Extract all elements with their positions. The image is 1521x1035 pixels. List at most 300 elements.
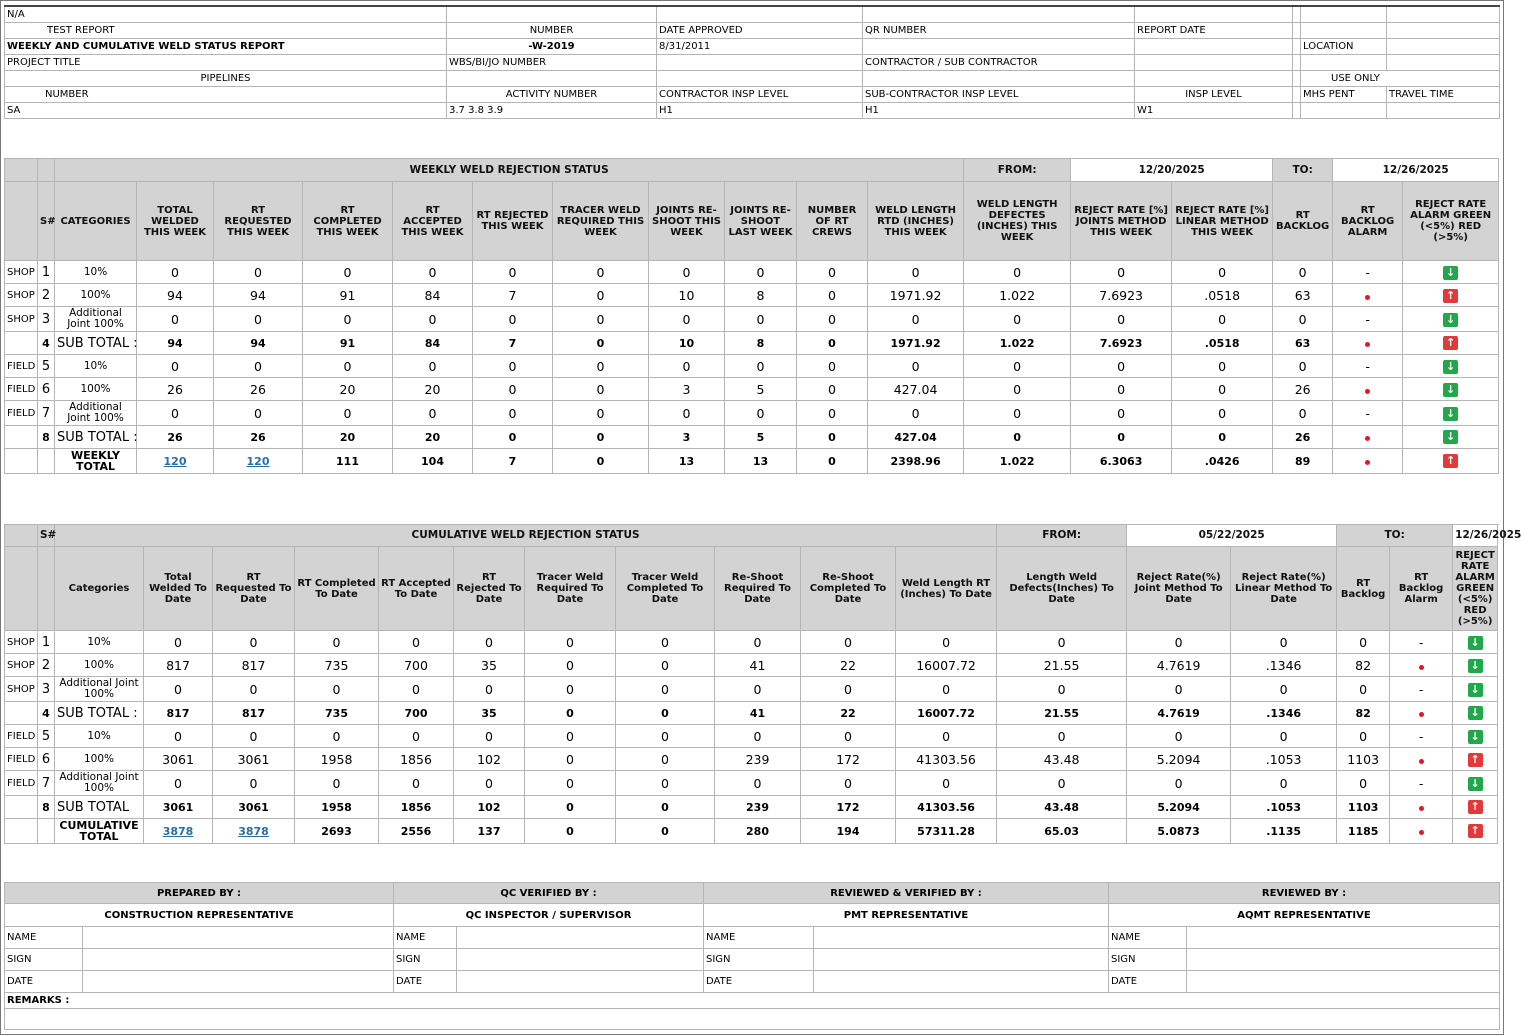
- value-cell: 6.3063: [1071, 449, 1172, 474]
- cumulative-to-value: 12/26/2025: [1453, 525, 1498, 547]
- value-cell: 0: [214, 307, 303, 332]
- value-cell: 0: [616, 677, 715, 702]
- project-title-label: PROJECT TITLE: [5, 54, 447, 70]
- value-cell: 427.04: [868, 378, 964, 401]
- wbs-label: WBS/BI/JO NUMBER: [447, 54, 657, 70]
- value-cell: 7.6923: [1071, 284, 1172, 307]
- reject-rate-alarm-cell: [1453, 796, 1498, 819]
- area-cell: SHOP: [5, 677, 38, 702]
- value-cell: 0: [964, 401, 1071, 426]
- value-cell: 2398.96: [868, 449, 964, 474]
- category-cell: 100%: [55, 654, 144, 677]
- value-cell: 0: [997, 677, 1127, 702]
- reject-rate-alarm-cell: [1403, 284, 1499, 307]
- area-cell: SHOP: [5, 284, 38, 307]
- value-cell: 0: [868, 261, 964, 284]
- value-cell: 0: [1172, 401, 1273, 426]
- test-report-label: TEST REPORT: [5, 22, 447, 38]
- value-cell: 280: [715, 819, 801, 844]
- value-cell: 0: [1127, 771, 1231, 796]
- value-cell: 0: [1273, 307, 1333, 332]
- date-field[interactable]: [457, 971, 704, 993]
- aqmt-rep-role: AQMT REPRESENTATIVE: [1109, 904, 1500, 927]
- value-cell: 0: [896, 725, 997, 748]
- value-cell: 0: [616, 771, 715, 796]
- value-cell: 63: [1273, 332, 1333, 355]
- value-cell: 8: [725, 332, 797, 355]
- value-cell: 0: [137, 261, 214, 284]
- value-cell: 104: [393, 449, 473, 474]
- value-cell: 26: [1273, 378, 1333, 401]
- value-cell: 0: [1337, 725, 1390, 748]
- column-header: RT Requested To Date: [213, 547, 295, 631]
- value-cell: 8: [725, 284, 797, 307]
- value-cell: 21.55: [997, 702, 1127, 725]
- column-header: RT REQUESTED THIS WEEK: [214, 182, 303, 261]
- green-down-arrow-icon: ↓: [1468, 636, 1483, 650]
- value-cell: 0: [214, 355, 303, 378]
- red-up-arrow-icon: ↑: [1443, 336, 1458, 350]
- table-row: [5, 307, 1499, 332]
- subtotal-label: SUB TOTAL: [55, 796, 144, 819]
- category-cell: Additional Joint 100%: [55, 771, 144, 796]
- value-cell: 13: [649, 449, 725, 474]
- date-field[interactable]: [83, 971, 394, 993]
- value-cell: 35: [454, 654, 525, 677]
- value-cell: 0: [525, 725, 616, 748]
- insp-level-label: INSP LEVEL: [1135, 86, 1293, 102]
- value-cell: 735: [295, 654, 379, 677]
- backlog-alarm-cell: [1333, 261, 1403, 284]
- value-cell: 0: [454, 677, 525, 702]
- category-cell: 100%: [55, 284, 137, 307]
- sa-value: SA: [5, 102, 447, 118]
- column-header: REJECT RATE [%] JOINTS METHOD THIS WEEK: [1071, 182, 1172, 261]
- value-cell: 0: [715, 725, 801, 748]
- value-cell: 0: [473, 355, 553, 378]
- category-cell: Additional Joint 100%: [55, 307, 137, 332]
- area-cell: SHOP: [5, 261, 38, 284]
- green-down-arrow-icon: ↓: [1443, 407, 1458, 421]
- value-cell: 5: [725, 378, 797, 401]
- value-cell: 0: [649, 307, 725, 332]
- value-cell: 0: [473, 261, 553, 284]
- value-cell: 0: [797, 355, 868, 378]
- area-cell: [5, 449, 38, 474]
- area-header: [5, 547, 38, 631]
- reject-rate-alarm-cell: [1453, 748, 1498, 771]
- value-cell: 7: [473, 449, 553, 474]
- date-label: DATE: [1109, 971, 1187, 993]
- backlog-alarm-cell: [1333, 426, 1403, 449]
- column-header: NUMBER OF RT CREWS: [797, 182, 868, 261]
- area-cell: [5, 819, 38, 844]
- name-label: NAME: [704, 927, 814, 949]
- value-cell: 0: [616, 748, 715, 771]
- value-cell: 172: [801, 796, 896, 819]
- value-cell: 0: [379, 725, 454, 748]
- value-cell: .0518: [1172, 332, 1273, 355]
- value-cell: 172: [801, 748, 896, 771]
- value-cell: 817: [213, 654, 295, 677]
- value-cell: 1.022: [964, 332, 1071, 355]
- column-header: RT BACKLOG ALARM: [1333, 182, 1403, 261]
- total-label: CUMULATIVE TOTAL: [55, 819, 144, 844]
- value-cell: 1.022: [964, 284, 1071, 307]
- total-label: WEEKLY TOTAL: [55, 449, 137, 474]
- value-cell: 0: [553, 449, 649, 474]
- sign-label: SIGN: [704, 949, 814, 971]
- area-cell: [5, 332, 38, 355]
- value-cell: 0: [553, 401, 649, 426]
- value-cell: 0: [1337, 771, 1390, 796]
- area-cell: SHOP: [5, 307, 38, 332]
- column-header: RT BACKLOG: [1273, 182, 1333, 261]
- area-cell: SHOP: [5, 654, 38, 677]
- value-cell: 0: [616, 725, 715, 748]
- column-header: JOINTS RE-SHOOT LAST WEEK: [725, 182, 797, 261]
- table-row: [5, 702, 1498, 725]
- report-title: WEEKLY AND CUMULATIVE WELD STATUS REPORT: [5, 38, 447, 54]
- dash-icon: -: [1365, 406, 1370, 421]
- dash-icon: -: [1365, 265, 1370, 280]
- value-cell: 0: [616, 631, 715, 654]
- value-cell: 0: [797, 284, 868, 307]
- value-cell: 1856: [379, 796, 454, 819]
- value-cell: .1346: [1231, 654, 1337, 677]
- red-up-arrow-icon: ↑: [1443, 289, 1458, 303]
- backlog-alarm-cell: [1390, 677, 1453, 702]
- value-cell: 20: [393, 426, 473, 449]
- value-cell: 0: [1273, 355, 1333, 378]
- value-cell: 3: [649, 378, 725, 401]
- cumulative-from-label: FROM:: [997, 525, 1127, 547]
- weekly-to-label: TO:: [1273, 159, 1333, 182]
- value-cell: 0: [295, 631, 379, 654]
- value-cell: 0: [1071, 261, 1172, 284]
- value-cell: 0: [1127, 725, 1231, 748]
- table-row: [5, 378, 1499, 401]
- backlog-alarm-cell: [1333, 284, 1403, 307]
- table-row: [5, 261, 1499, 284]
- sign-field[interactable]: [457, 949, 704, 971]
- sn-cell: 8: [38, 796, 55, 819]
- value-cell: 0: [801, 677, 896, 702]
- value-cell: 0: [454, 631, 525, 654]
- value-cell: 20: [393, 378, 473, 401]
- column-header: RT Completed To Date: [295, 547, 379, 631]
- value-cell: 0: [1172, 378, 1273, 401]
- reviewed-by-header: REVIEWED BY :: [1109, 883, 1500, 904]
- reject-rate-alarm-cell: [1403, 261, 1499, 284]
- sn-cell: [38, 449, 55, 474]
- red-dot-icon: [1365, 295, 1370, 300]
- backlog-alarm-cell: [1390, 819, 1453, 844]
- construction-rep-role: CONSTRUCTION REPRESENTATIVE: [5, 904, 394, 927]
- value-cell: 0: [1127, 631, 1231, 654]
- sign-field[interactable]: [1187, 949, 1500, 971]
- qc-inspector-role: QC INSPECTOR / SUPERVISOR: [394, 904, 704, 927]
- green-down-arrow-icon: ↓: [1468, 683, 1483, 697]
- area-cell: FIELD: [5, 725, 38, 748]
- value-cell: 0: [525, 771, 616, 796]
- value-cell: 1103: [1337, 796, 1390, 819]
- total-link[interactable]: 120: [137, 449, 214, 474]
- weekly-weld-rejection-table: [4, 158, 1499, 474]
- category-cell: 10%: [55, 355, 137, 378]
- value-cell: 35: [454, 702, 525, 725]
- value-cell: 0: [553, 307, 649, 332]
- sn-cell: 5: [38, 355, 55, 378]
- column-header: RT COMPLETED THIS WEEK: [303, 182, 393, 261]
- value-cell: 5.2094: [1127, 796, 1231, 819]
- qr-number-label: QR NUMBER: [863, 22, 1135, 38]
- subtotal-label: SUB TOTAL :: [55, 702, 144, 725]
- area-cell: [5, 426, 38, 449]
- value-cell: 5.2094: [1127, 748, 1231, 771]
- value-cell: 0: [1071, 401, 1172, 426]
- value-cell: 5: [725, 426, 797, 449]
- value-cell: 0: [801, 725, 896, 748]
- total-link[interactable]: 120: [214, 449, 303, 474]
- area-cell: [5, 796, 38, 819]
- cumulative-title: CUMULATIVE WELD REJECTION STATUS: [55, 525, 997, 547]
- column-header: REJECT RATE [%] LINEAR METHOD THIS WEEK: [1172, 182, 1273, 261]
- column-header: RT Backlog Alarm: [1390, 547, 1453, 631]
- value-cell: 0: [454, 725, 525, 748]
- value-cell: .0518: [1172, 284, 1273, 307]
- value-cell: 0: [896, 771, 997, 796]
- value-cell: 0: [525, 819, 616, 844]
- name-field[interactable]: [83, 927, 394, 949]
- area-cell: SHOP: [5, 631, 38, 654]
- value-cell: 26: [214, 426, 303, 449]
- value-cell: 13: [725, 449, 797, 474]
- value-cell: .1135: [1231, 819, 1337, 844]
- reject-rate-alarm-cell: [1403, 449, 1499, 474]
- red-up-arrow-icon: ↑: [1468, 753, 1483, 767]
- sn-cell: 2: [38, 284, 55, 307]
- value-cell: 43.48: [997, 748, 1127, 771]
- value-cell: 0: [525, 702, 616, 725]
- value-cell: 41: [715, 702, 801, 725]
- value-cell: 82: [1337, 654, 1390, 677]
- value-cell: 22: [801, 702, 896, 725]
- backlog-alarm-cell: [1390, 725, 1453, 748]
- value-cell: 0: [801, 631, 896, 654]
- sn-blank-header: [38, 547, 55, 631]
- value-cell: 239: [715, 796, 801, 819]
- column-header: Length Weld Defects(Inches) To Date: [997, 547, 1127, 631]
- column-header: CATEGORIES: [55, 182, 137, 261]
- value-cell: 0: [1127, 677, 1231, 702]
- value-cell: 0: [649, 355, 725, 378]
- sn-cell: 7: [38, 401, 55, 426]
- sn-header: S#: [38, 525, 55, 547]
- name-field[interactable]: [1187, 927, 1500, 949]
- value-cell: 0: [295, 771, 379, 796]
- value-cell: 0: [725, 401, 797, 426]
- remarks-label: REMARKS :: [5, 993, 1500, 1009]
- value-cell: 0: [214, 401, 303, 426]
- column-header: Weld Length RT (Inches) To Date: [896, 547, 997, 631]
- value-cell: 0: [616, 796, 715, 819]
- value-cell: 94: [137, 332, 214, 355]
- value-cell: .0426: [1172, 449, 1273, 474]
- subcontractor-insp-label: SUB-CONTRACTOR INSP LEVEL: [863, 86, 1135, 102]
- contractor-insp-label: CONTRACTOR INSP LEVEL: [657, 86, 863, 102]
- date-approved-value: 8/31/2011: [657, 38, 863, 54]
- value-cell: 0: [393, 355, 473, 378]
- reject-rate-alarm-cell: [1453, 771, 1498, 796]
- red-up-arrow-icon: ↑: [1443, 454, 1458, 468]
- value-cell: 0: [1231, 771, 1337, 796]
- value-cell: 0: [1231, 725, 1337, 748]
- number-value: -W-2019: [447, 38, 657, 54]
- reject-rate-alarm-cell: [1403, 378, 1499, 401]
- value-cell: 22: [801, 654, 896, 677]
- name-label: NAME: [394, 927, 457, 949]
- value-cell: 735: [295, 702, 379, 725]
- value-cell: 0: [616, 654, 715, 677]
- report-header: [4, 5, 1500, 119]
- value-cell: 0: [473, 426, 553, 449]
- value-cell: 0: [797, 332, 868, 355]
- value-cell: 102: [454, 796, 525, 819]
- weekly-from-value: 12/20/2025: [1071, 159, 1273, 182]
- value-cell: 0: [393, 261, 473, 284]
- dash-icon: -: [1365, 359, 1370, 374]
- column-header: JOINTS RE-SHOOT THIS WEEK: [649, 182, 725, 261]
- value-cell: 0: [964, 426, 1071, 449]
- value-cell: 2693: [295, 819, 379, 844]
- value-cell: 10: [649, 284, 725, 307]
- value-cell: 94: [214, 284, 303, 307]
- value-cell: 63: [1273, 284, 1333, 307]
- weekly-title: WEEKLY WELD REJECTION STATUS: [55, 159, 964, 182]
- value-cell: 0: [868, 355, 964, 378]
- value-cell: 239: [715, 748, 801, 771]
- green-down-arrow-icon: ↓: [1468, 777, 1483, 791]
- red-up-arrow-icon: ↑: [1468, 824, 1483, 838]
- value-cell: 0: [213, 677, 295, 702]
- total-row: [5, 819, 1498, 844]
- sign-field[interactable]: [814, 949, 1109, 971]
- report-date-label: REPORT DATE: [1135, 22, 1293, 38]
- cumulative-weld-rejection-table: [4, 524, 1521, 844]
- value-cell: 817: [144, 702, 213, 725]
- value-cell: 91: [303, 284, 393, 307]
- reject-rate-alarm-cell: [1403, 307, 1499, 332]
- value-cell: 41303.56: [896, 796, 997, 819]
- sn-cell: 5: [38, 725, 55, 748]
- value-cell: 0: [525, 631, 616, 654]
- date-label: DATE: [5, 971, 83, 993]
- reject-rate-alarm-cell: [1453, 677, 1498, 702]
- red-dot-icon: [1365, 436, 1370, 441]
- name-field[interactable]: [814, 927, 1109, 949]
- backlog-alarm-cell: [1390, 796, 1453, 819]
- sn-cell: 8: [38, 426, 55, 449]
- red-dot-icon: [1419, 665, 1424, 670]
- value-cell: 3: [649, 426, 725, 449]
- date-field[interactable]: [814, 971, 1109, 993]
- column-header: WELD LENGTH RTD (INCHES) THIS WEEK: [868, 182, 964, 261]
- sign-label: SIGN: [394, 949, 457, 971]
- sign-field[interactable]: [83, 949, 394, 971]
- column-header: Re-Shoot Completed To Date: [801, 547, 896, 631]
- value-cell: 0: [868, 307, 964, 332]
- value-cell: 111: [303, 449, 393, 474]
- date-label: DATE: [704, 971, 814, 993]
- activity-number-label: ACTIVITY NUMBER: [447, 86, 657, 102]
- sn-cell: 4: [38, 702, 55, 725]
- value-cell: 0: [715, 631, 801, 654]
- sn-cell: 3: [38, 677, 55, 702]
- green-down-arrow-icon: ↓: [1443, 383, 1458, 397]
- total-link[interactable]: 3878: [144, 819, 213, 844]
- value-cell: 0: [379, 631, 454, 654]
- remarks-field[interactable]: [5, 1009, 1500, 1030]
- green-down-arrow-icon: ↓: [1468, 706, 1483, 720]
- value-cell: 0: [303, 261, 393, 284]
- green-down-arrow-icon: ↓: [1443, 313, 1458, 327]
- value-cell: 700: [379, 702, 454, 725]
- dash-icon: -: [1418, 729, 1424, 744]
- column-header: S#: [38, 182, 55, 261]
- reject-rate-alarm-cell: [1403, 401, 1499, 426]
- value-cell: 0: [137, 401, 214, 426]
- backlog-alarm-cell: [1390, 654, 1453, 677]
- subtotal-label: SUB TOTAL :: [55, 426, 137, 449]
- sign-label: SIGN: [1109, 949, 1187, 971]
- category-cell: 10%: [55, 631, 144, 654]
- value-cell: 5.0873: [1127, 819, 1231, 844]
- na-cell: N/A: [5, 6, 447, 22]
- area-cell: FIELD: [5, 355, 38, 378]
- value-cell: 0: [797, 378, 868, 401]
- value-cell: 1971.92: [868, 332, 964, 355]
- value-cell: 0: [144, 677, 213, 702]
- value-cell: 0: [801, 771, 896, 796]
- date-field[interactable]: [1187, 971, 1500, 993]
- value-cell: 0: [649, 401, 725, 426]
- total-link[interactable]: 3878: [213, 819, 295, 844]
- sn-cell: 7: [38, 771, 55, 796]
- sn-cell: 4: [38, 332, 55, 355]
- value-cell: 0: [649, 261, 725, 284]
- name-field[interactable]: [457, 927, 704, 949]
- category-cell: 10%: [55, 261, 137, 284]
- value-cell: 0: [213, 631, 295, 654]
- name-label: NAME: [1109, 927, 1187, 949]
- category-cell: 10%: [55, 725, 144, 748]
- column-header: Tracer Weld Required To Date: [525, 547, 616, 631]
- value-cell: 20: [303, 426, 393, 449]
- value-cell: 57311.28: [896, 819, 997, 844]
- number-label: NUMBER: [447, 22, 657, 38]
- sn-cell: [38, 819, 55, 844]
- value-cell: 700: [379, 654, 454, 677]
- value-cell: 0: [715, 677, 801, 702]
- backlog-alarm-cell: [1333, 449, 1403, 474]
- value-cell: 2556: [379, 819, 454, 844]
- contractor-insp-value: H1: [657, 102, 863, 118]
- value-cell: .1053: [1231, 748, 1337, 771]
- reject-rate-alarm-cell: [1403, 355, 1499, 378]
- value-cell: 0: [1071, 355, 1172, 378]
- area-cell: FIELD: [5, 748, 38, 771]
